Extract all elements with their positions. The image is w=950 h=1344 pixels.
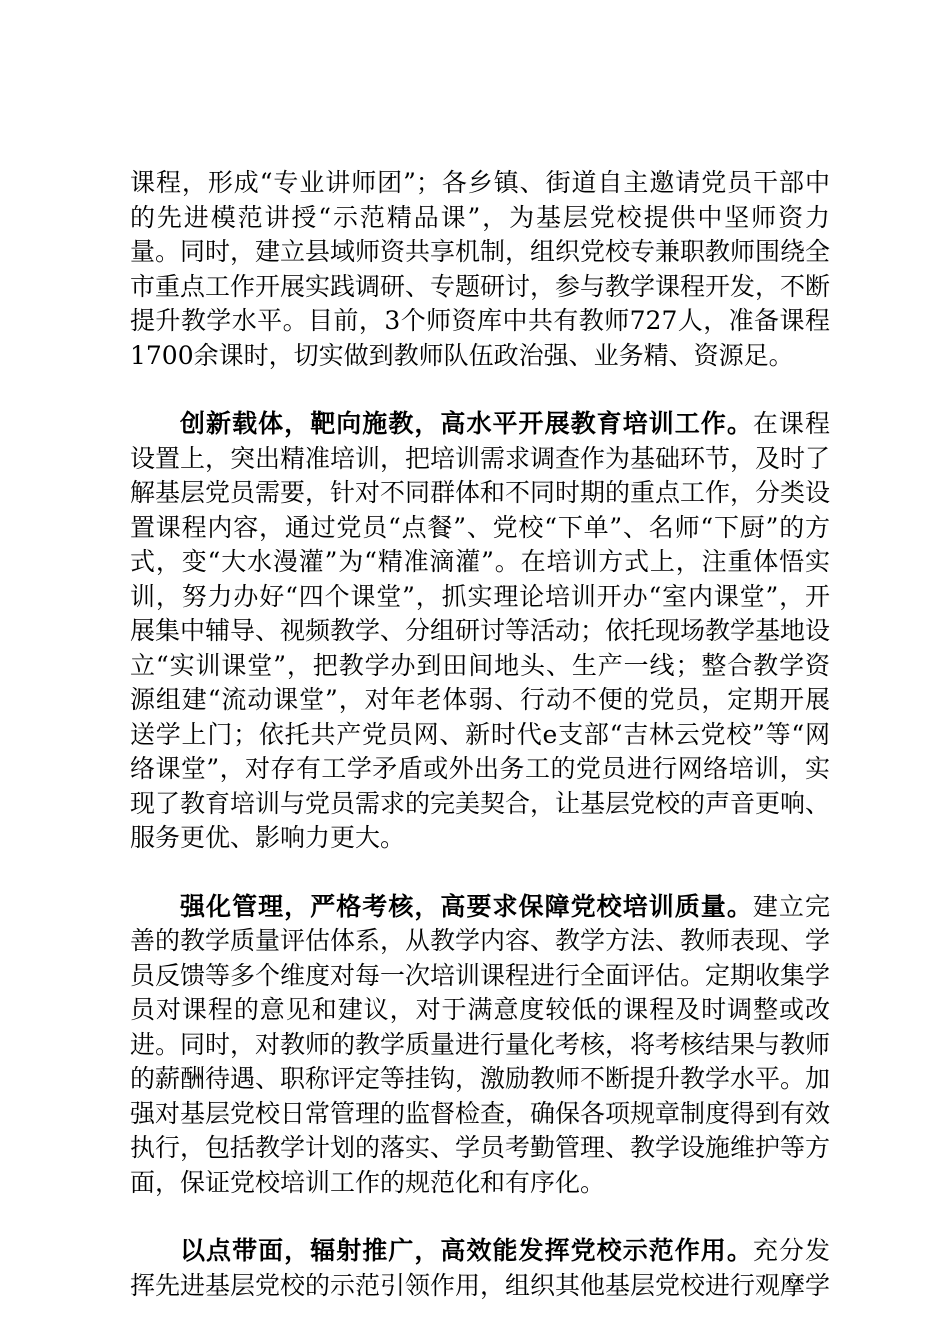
paragraph-body: 建立完善的教学质量评估体系，从教学内容、教学方法、教师表现、学员反馈等多个维度对每一次培训课程进行全面评估。定期收集学员对课程的意见和建议，对于满意度较低的课程及时调整或改进。同时，对教师的教学质量进行量化考核，将考核结果与教师的薪酬待遇、职称评定等挂钩，激励教师不断提升教学水平。加强对基层党校日常管理的监督检查，确保各项规章制度得到有效执行，包括教学计划的落实、学员考勤管理、教学设施维护等方面，保证党校培训工作的规范化和有序化。	[130, 891, 831, 1197]
document-page	[130, 166, 830, 1337]
paragraph-management	[130, 890, 830, 1201]
paragraph-body: 充分发挥先进基层党校的示范引领作用，组织其他基层党校进行观摩学	[130, 1236, 831, 1300]
paragraph-demonstration	[130, 1234, 830, 1303]
paragraph-heading: 强化管理，严格考核，高要求保障党校培训质量。	[180, 891, 753, 921]
paragraph-body: 在课程设置上，突出精准培训，把培训需求调查作为基础环节，及时了解基层党员需要，针对不同群体和不同时期的重点工作，分类设置课程内容，通过党员“点餐”、党校“下单”、名师“下厨”的方式，变“大水漫灌”为“精准滴灌”。在培训方式上，注重体悟实训，努力办好“四个课堂”，抓实理论培训开办“室内课堂”，开展集中辅导、视频教学、分组研讨等活动；依托现场教学基地设立“实训课堂”，把教学办到田间地头、生产一线；整合教学资源组建“流动课堂”，对年老体弱、行动不便的党员，定期开展送学上门；依托共产党员网、新时代e支部“吉林云党校”等“网络课堂”，对存有工学矛盾或外出务工的党员进行网络培训，实现了教育培训与党员需求的完美契合，让基层党校的声音更响、服务更优、影响力更大。	[130, 409, 831, 852]
paragraph-teachers	[130, 166, 830, 373]
paragraph-heading: 以点带面，辐射推广，高效能发挥党校示范作用。	[180, 1236, 753, 1265]
paragraph-body: 课程，形成“专业讲师团”；各乡镇、街道自主邀请党员干部中的先进模范讲授“示范精品课”，为基层党校提供中坚师资力量。同时，建立县域师资共享机制，组织党校专兼职教师围绕全市重点工作开展实践调研、专题研讨，参与教学课程开发，不断提升教学水平。目前，3个师资库中共有教师727人，准备课程1700余课时，切实做到教师队伍政治强、业务精、资源足。	[130, 168, 831, 370]
paragraph-training	[130, 407, 830, 856]
paragraph-heading: 创新载体，靶向施教，高水平开展教育培训工作。	[180, 409, 753, 438]
